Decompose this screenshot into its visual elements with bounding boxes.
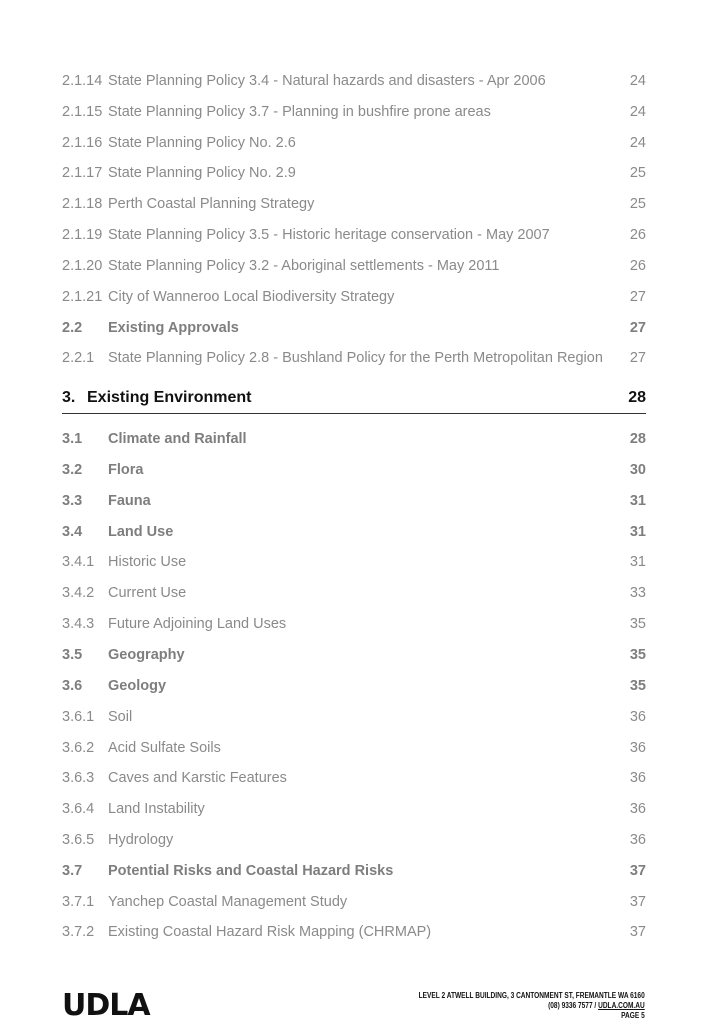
toc-entry-number: 3.2: [62, 462, 83, 478]
toc-entry-number: 2.1.17: [62, 165, 103, 181]
toc-entry[interactable]: [62, 193, 646, 215]
toc-entry-page: 37: [629, 894, 646, 910]
toc-entry-page: 28: [629, 431, 646, 447]
toc-entry-title: Fauna: [108, 493, 151, 509]
toc-entry[interactable]: [62, 644, 646, 666]
toc-entry[interactable]: [62, 101, 646, 123]
toc-entry[interactable]: [62, 490, 646, 512]
toc-entry-page: 36: [629, 740, 646, 756]
toc-entry-number: 3.: [62, 389, 76, 406]
toc-entry-title: Historic Use: [108, 554, 187, 570]
toc-entry[interactable]: [62, 551, 646, 573]
toc-entry-title: Land Use: [108, 524, 174, 540]
toc-entry[interactable]: [62, 613, 646, 635]
toc-entry-number: 3.6: [62, 678, 83, 694]
toc-entry[interactable]: [62, 582, 646, 604]
toc-entry-number: 3.6.1: [62, 709, 95, 725]
toc-entry-title: Current Use: [108, 585, 187, 601]
toc-entry-title: Climate and Rainfall: [108, 431, 247, 447]
toc-entry[interactable]: [62, 798, 646, 820]
toc-entry-title: State Planning Policy 3.2 - Aboriginal settlements - May 2011: [108, 258, 500, 274]
toc-entry-page: 35: [629, 647, 646, 663]
toc-entry-page: 35: [629, 616, 646, 632]
toc-entry-page: 35: [629, 678, 646, 694]
toc-entry-title: Perth Coastal Planning Strategy: [108, 196, 315, 212]
toc-entry[interactable]: [62, 162, 646, 184]
toc-entry-page: 25: [629, 165, 646, 181]
toc-entry[interactable]: [62, 428, 646, 450]
toc-entry-number: 3.7.2: [62, 924, 95, 940]
toc-entry-title: Geography: [108, 647, 185, 663]
toc-entry-page: 36: [629, 832, 646, 848]
footer-separator: /: [594, 1001, 597, 1010]
toc-entry-page: 26: [629, 258, 646, 274]
toc-entry-number: 2.1.14: [62, 73, 103, 89]
toc-entry-page: 36: [629, 770, 646, 786]
toc-entry-title: Existing Environment: [87, 389, 252, 406]
toc-entry-page: 24: [629, 135, 646, 151]
toc-entry[interactable]: [62, 70, 646, 92]
toc-entry-title: Existing Coastal Hazard Risk Mapping (CHRMAP): [108, 924, 432, 940]
toc-entry-page: 27: [629, 289, 646, 305]
toc-entry-number: 3.4: [62, 524, 83, 540]
toc-entry-page: 25: [629, 196, 646, 212]
toc-entry-page: 37: [629, 924, 646, 940]
toc-entry-number: 2.1.21: [62, 289, 103, 305]
toc-entry-page: 30: [629, 462, 646, 478]
toc-entry-title: Acid Sulfate Soils: [108, 740, 221, 756]
toc-entry[interactable]: [62, 459, 646, 481]
toc-entry-title: Future Adjoining Land Uses: [108, 616, 287, 632]
toc-entry-number: 2.2.1: [62, 350, 95, 366]
footer-address: LEVEL 2 ATWELL BUILDING, 3 CANTONMENT ST, FREMANTLE WA 6160: [418, 991, 645, 1000]
toc-entry-title: City of Wanneroo Local Biodiversity Strategy: [108, 289, 395, 305]
footer-website-link[interactable]: UDLA.COM.AU: [598, 1001, 645, 1010]
toc-entry-number: 2.1.18: [62, 196, 103, 212]
toc-entry-page: 31: [629, 493, 646, 509]
toc-entry-title: State Planning Policy No. 2.9: [108, 165, 296, 181]
toc-entry-number: 3.7: [62, 863, 83, 879]
toc-entry-title: State Planning Policy 3.4 - Natural hazards and disasters - Apr 2006: [108, 73, 546, 89]
toc-entry[interactable]: [62, 521, 646, 543]
toc-entry-number: 3.4.2: [62, 585, 95, 601]
footer-phone-web: [419, 1001, 645, 1011]
toc-entry[interactable]: [62, 829, 646, 851]
toc-entry-title: State Planning Policy 3.7 - Planning in bushfire prone areas: [108, 104, 491, 120]
toc-entry[interactable]: [62, 767, 646, 789]
toc-entry-number: 2.1.15: [62, 104, 103, 120]
toc-entry-title: Caves and Karstic Features: [108, 770, 287, 786]
toc-entry-title: Existing Approvals: [108, 320, 239, 336]
toc-entry-page: 36: [629, 709, 646, 725]
toc-entry-title: Hydrology: [108, 832, 174, 848]
toc-entry-page: 28: [628, 389, 646, 406]
toc-entry-title: State Planning Policy 3.5 - Historic heritage conservation - May 2007: [108, 227, 550, 243]
toc-entry-title: State Planning Policy No. 2.6: [108, 135, 296, 151]
toc-entry-page: 31: [629, 524, 646, 540]
toc-entry[interactable]: [62, 921, 646, 943]
toc-entry-number: 3.5: [62, 647, 83, 663]
toc-entry-page: 31: [629, 554, 646, 570]
toc-entry[interactable]: [62, 347, 646, 369]
toc-entry-number: 3.6.3: [62, 770, 95, 786]
toc-entry[interactable]: [62, 675, 646, 697]
toc-entry-number: 3.4.3: [62, 616, 95, 632]
footer-phone: (08) 9336 7577: [548, 1001, 593, 1010]
toc-entry-page: 24: [629, 104, 646, 120]
toc-entry-page: 36: [629, 801, 646, 817]
toc-entry-title: State Planning Policy 2.8 - Bushland Policy for the Perth Metropolitan Region: [108, 350, 603, 366]
toc-entry-number: 3.7.1: [62, 894, 95, 910]
toc-entry-title: Land Instability: [108, 801, 205, 817]
udla-logo: UDLA: [62, 988, 150, 1023]
toc-entry-page: 33: [629, 585, 646, 601]
toc-entry-page: 37: [629, 863, 646, 879]
toc-entry-number: 3.6.4: [62, 801, 95, 817]
toc-entry-title: Yanchep Coastal Management Study: [108, 894, 348, 910]
toc-entry[interactable]: [62, 706, 646, 728]
toc-entry-title: Geology: [108, 678, 167, 694]
toc-entry-title: Potential Risks and Coastal Hazard Risks: [108, 863, 394, 879]
toc-entry-number: 3.6.5: [62, 832, 95, 848]
footer-contact: [419, 991, 645, 1021]
toc-entry-number: 3.1: [62, 431, 83, 447]
toc-entry[interactable]: [62, 132, 646, 154]
toc-entry-page: 27: [629, 320, 646, 336]
toc-entry[interactable]: [62, 224, 646, 246]
toc-entry[interactable]: [62, 286, 646, 308]
toc-entry[interactable]: [62, 891, 646, 913]
toc-entry-number: 3.6.2: [62, 740, 95, 756]
toc-entry-number: 2.1.20: [62, 258, 103, 274]
toc-entry-number: 2.2: [62, 320, 83, 336]
footer-page-number: PAGE 5: [621, 1011, 645, 1020]
toc-chapter-heading[interactable]: [62, 383, 646, 414]
toc-entry-page: 26: [629, 227, 646, 243]
toc-entry-page: 27: [629, 350, 646, 366]
toc-entry[interactable]: [62, 317, 646, 339]
toc-entry-page: 24: [629, 73, 646, 89]
toc-entry-number: 3.4.1: [62, 554, 95, 570]
toc-entry[interactable]: [62, 860, 646, 882]
toc-entry-number: 2.1.19: [62, 227, 103, 243]
toc-entry-number: 3.3: [62, 493, 83, 509]
toc-entry[interactable]: [62, 255, 646, 277]
toc-entry-title: Flora: [108, 462, 144, 478]
toc-entry-title: Soil: [108, 709, 133, 725]
toc-entry-number: 2.1.16: [62, 135, 103, 151]
toc-entry[interactable]: [62, 737, 646, 759]
